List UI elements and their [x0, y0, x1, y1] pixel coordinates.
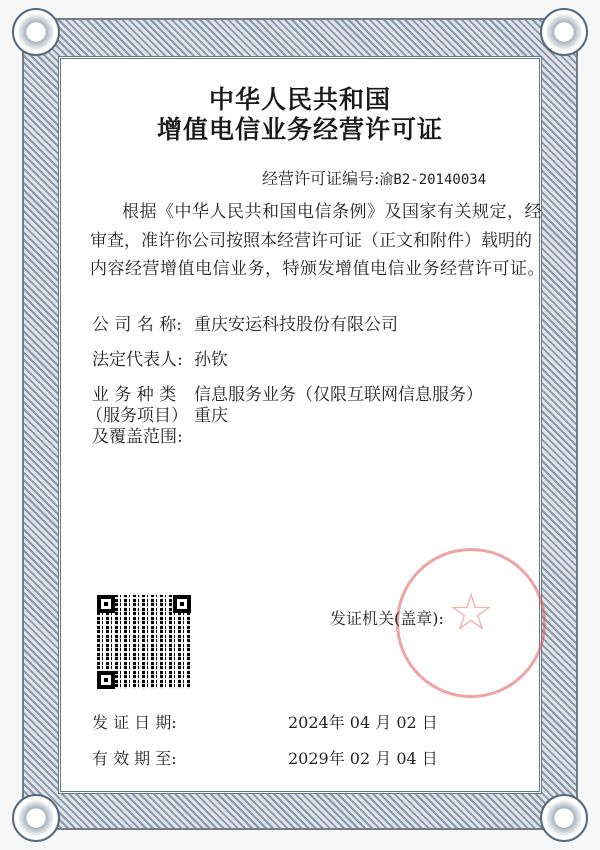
issue-date: 2024年 04 月 02 日	[288, 713, 438, 732]
legal-representative: 孙钦	[194, 350, 228, 370]
rep-label: 法定代表人:	[92, 350, 183, 370]
license-number	[262, 166, 486, 189]
body-line: 审查，准许你公司按照本经营许可证（正文和附件）载明的	[90, 231, 532, 251]
issuer-label: 发证机关(盖章):	[330, 609, 444, 628]
expiry-date: 2029年 02 月 04 日	[288, 749, 438, 768]
title-line-1: 中华人民共和国	[208, 85, 391, 114]
service-label: 业 务 种 类	[92, 385, 177, 405]
issue-date-label: 发 证 日 期:	[92, 713, 177, 732]
title-line-2: 增值电信业务经营许可证	[156, 115, 443, 144]
expiry-label: 有 效 期 至:	[92, 749, 177, 768]
service-label: （服务项目）	[86, 406, 188, 426]
service-label: 及覆盖范围:	[92, 427, 183, 447]
corner-ornament	[540, 8, 588, 56]
company-name: 重庆安运科技股份有限公司	[194, 315, 398, 335]
coverage: 重庆	[194, 406, 228, 426]
qr-code	[97, 595, 191, 689]
corner-ornament	[12, 8, 60, 56]
star-icon: ☆	[447, 583, 495, 643]
body-line: 内容经营增值电信业务，特颁发增值电信业务经营许可证。	[90, 259, 545, 279]
service-type: 信息服务业务（仅限互联网信息服务）	[194, 385, 483, 405]
corner-ornament	[12, 794, 60, 842]
body-line: 根据《中华人民共和国电信条例》及国家有关规定，经	[122, 202, 542, 222]
license-number-label: 经营许可证编号:	[262, 169, 380, 188]
company-label: 公 司 名 称:	[92, 315, 182, 335]
license-number-value: 渝B2-20140034	[379, 172, 487, 188]
corner-ornament	[540, 794, 588, 842]
